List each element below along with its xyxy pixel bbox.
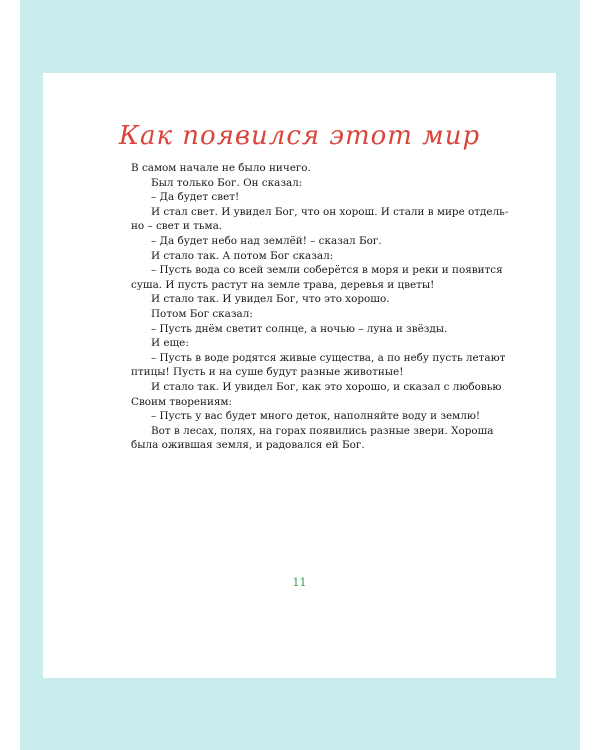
text-line: – Да будет небо над землёй! – сказал Бог. [151, 234, 382, 247]
text-line: И стал свет. И увидел Бог, что он хорош. И стали в мире отдель- [151, 205, 509, 218]
page-title: Как появился этот мир [118, 121, 481, 151]
text-line: – Пусть вода со всей земли соберётся в моря и реки и появится [151, 264, 503, 277]
text-line: Потом Бог сказал: [151, 307, 253, 320]
text-line: И еще: [151, 337, 189, 350]
page-number: 11 [292, 576, 307, 589]
text-line: птицы! Пусть и на суше будут разные животные! [131, 366, 404, 379]
text-line: Вот в лесах, полях, на горах появились разные звери. Хороша [151, 424, 494, 437]
story-text [131, 161, 509, 453]
text-line: И стало так. И увидел Бог, что это хорошо. [151, 293, 390, 306]
text-line: была ожившая земля, и радовался ей Бог. [131, 439, 365, 452]
text-line: В самом начале не было ничего. [131, 162, 311, 174]
book-page [43, 73, 556, 678]
text-line: Был только Бог. Он сказал: [151, 176, 303, 189]
text-line: – Да будет свет! [151, 191, 240, 204]
text-line: суша. И пусть растут на земле трава, деревья и цветы! [131, 278, 435, 291]
text-line: – Пусть в воде родятся живые существа, а по небу пусть летают [151, 351, 506, 364]
text-line: И стало так. И увидел Бог, как это хорошо, и сказал с любовью [151, 380, 502, 393]
text-line: но – свет и тьма. [131, 220, 223, 233]
text-line: И стало так. А потом Бог сказал: [151, 249, 334, 262]
text-line: – Пусть у вас будет много деток, наполняйте воду и землю! [151, 410, 481, 423]
text-line: Своим творениям: [131, 395, 233, 408]
text-line: – Пусть днём светит солнце, а ночью – луна и звёзды. [151, 322, 448, 335]
